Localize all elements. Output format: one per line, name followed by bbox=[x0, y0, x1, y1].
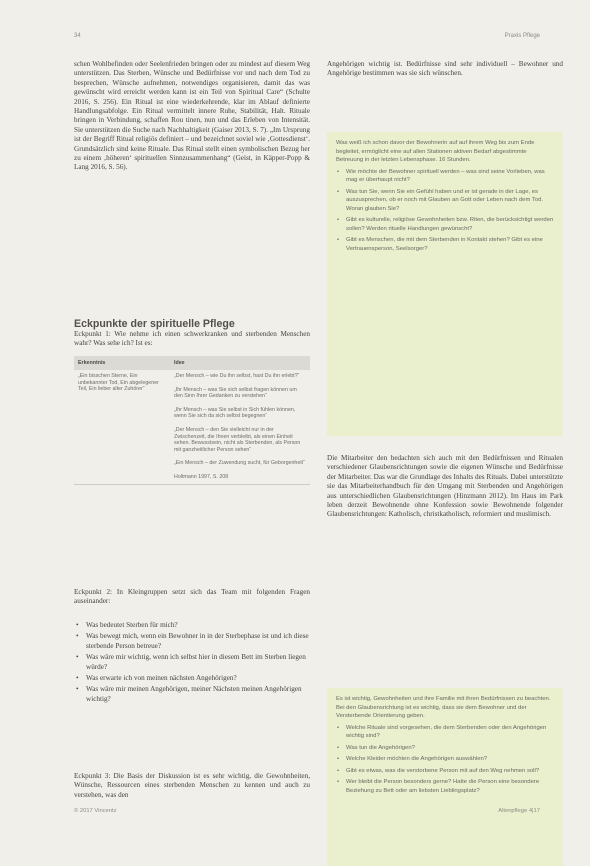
table-line: „Ihr Mensch – was Sie selbst in Sich fühlen können, wenn Sie sich da sich selbst begegnen“ bbox=[174, 406, 296, 420]
info-box-list bbox=[336, 168, 554, 254]
info-box-lead: Was weiß ich schon davor der Bewohnerin auf auf ihrem Weg bis zum Ende begleitet, ermöglicht eine auf allen Stationen aktiven Bedarf abgestimmte Betreuung in der letzten Lebensphase. 16 Stunden. bbox=[336, 140, 535, 163]
list-item: • Was tun die Angehörigen? bbox=[336, 744, 554, 753]
list-item: • Gibt es kulturelle, religiöse Gewohnheiten bzw. Riten, die berücksichtigt werden sollen? Werden rituelle Handlungen gewünscht? bbox=[336, 216, 554, 233]
list-item: • Welche Rituale sind vorgesehen, die dem Sterbenden oder den Angehörigen wichtig sind? bbox=[336, 724, 554, 741]
table-cell-erkenntnis: „Ein bisschen Sterne, Ein unbekannter Tod, Ein abgelegener Teil, Ein lieber alter Zuhörer“ bbox=[74, 370, 170, 484]
question-list bbox=[74, 621, 310, 706]
footer bbox=[74, 808, 540, 818]
table-source: Holtmann 1997, S. 208 bbox=[174, 473, 229, 480]
footer-issue: Altenpflege 4|17 bbox=[498, 808, 540, 814]
table-header-erkenntnis: Erkenntnis bbox=[74, 356, 170, 370]
list-item: • Wer bleibt die Person besonders gerne? Hatte die Person eine besondere Beziehung zu Bett oder am liebsten Lieblingsplatz? bbox=[336, 778, 554, 795]
info-box-2 bbox=[327, 688, 563, 866]
table-line: „Der Mensch – den Sie vielleicht nur in der Zwischenzeit, die Ihnen verbleibt, als einen Einheit sehen. Bewusstsein, nicht als Sterbenden, als Person mit ganzheitlicher Person sehen“ bbox=[174, 426, 301, 453]
table-cell-idee bbox=[170, 370, 310, 484]
table-row bbox=[74, 370, 310, 484]
right-column bbox=[327, 60, 563, 794]
list-item: • Wie möchte der Bewohner spirituell werden – was sind seine Vorlieben, was mag er überhaupt nicht? bbox=[336, 168, 554, 185]
right-intro-paragraph: Angehörigen wichtig ist. Bedürfnisse sind sehr individuell – Bewohner und Angehörige bestimmen was sie sich wünschen. bbox=[327, 60, 563, 78]
left-column bbox=[74, 60, 310, 799]
body-paragraph: Die Mitarbeiter den bedachten sich auch mit den Bedürfnissen und Ritualen verschiedener Glaubensrichtungen sowie die eigenen Wünsche und Bedürfnisse der Mitarbeiter. Das war die Grundlage des Inhalts des Rituals. Dabei unterstützte sie das Mitarbeiterhandbuch für den Umgang mit Sterbenden und Angehörigen aus unterschiedlichen Glaubensrichtungen (Hinzmann 2012). Im Haus im Park leben derzeit Bewohnende ohne Konfession sowie Bewohnende folgender Glaubensrichtungen: Katholisch, christkatholisch, reformiert und muslimisch. bbox=[327, 454, 563, 519]
list-item: • Was bedeutet Sterben für mich? bbox=[74, 621, 310, 630]
running-title: Praxis Pflege bbox=[504, 33, 540, 39]
info-box-lead: Es ist wichtig, Gewohnheiten und ihre Familie mit ihren Bedürfnissen zu beachten. Bei den Glaubensrichtung ist es wichtig, dass sie dem Bewohner und der Versterbende Orientierung geben. bbox=[336, 696, 551, 719]
list-item: • Was wäre mir wichtig, wenn ich selbst hier in diesem Bett im Sterben liegen würde? bbox=[74, 653, 310, 672]
list-item: • Was tun Sie, wenn Sie ein Gefühl haben und er ist gerade in der Lage, es auszusprechen, ob er noch mit Glauben an Gott oder Leben nach dem Tod. Woran glauben Sie? bbox=[336, 188, 554, 214]
list-item: • Was wäre mir meinen Angehörigen, meiner Nächsten meinen Angehörigen wichtig? bbox=[74, 685, 310, 704]
info-box-list bbox=[336, 724, 554, 796]
section-title: Eckpunkte der spirituelle Pflege bbox=[74, 318, 235, 330]
table-line: „Ihr Mensch – was Sie sich selbst fragen können um den Sinn Ihrer Gedanken zu verstehen“ bbox=[174, 386, 297, 400]
eckpunkt-2: Eckpunkt 2: In Kleingruppen setzt sich das Team mit folgenden Fragen auseinander: bbox=[74, 588, 310, 606]
eckpunkt-3: Eckpunkt 3: Die Basis der Diskussion ist es sehr wichtig, die Gewohnheiten, Wünsche, Ressourcen eines sterbenden Menschen zu kennen und auch zu verstehen, was den bbox=[74, 772, 310, 799]
table-header-idee: Idee bbox=[170, 356, 310, 370]
running-head bbox=[74, 33, 540, 43]
eckpunkt-1: Eckpunkt 1: Wie nehme ich einen schwerkranken und sterbenden Menschen wahr? Was sehe ich? Ist es: bbox=[74, 330, 310, 348]
page-number: 34 bbox=[74, 33, 81, 39]
list-item: • Was erwarte ich von meinen nächsten Angehörigen? bbox=[74, 674, 310, 683]
footer-copyright: © 2017 Vincentz bbox=[74, 808, 117, 814]
list-item: • Was bewegt mich, wenn ein Bewohner in in der Sterbephase ist und ich diese sterbende Person betreue? bbox=[74, 632, 310, 651]
table-line: „Der Mensch – wie Du ihn selbst, hast Du ihn erlebt?“ bbox=[174, 373, 300, 379]
list-item: • Gibt es etwas, was die verstorbene Person mit auf den Weg nehmen soll? bbox=[336, 767, 554, 776]
list-item: • Gibt es Menschen, die mit dem Sterbenden in Kontakt stehen? Gibt es eine Vertrauensperson, Seelsorger? bbox=[336, 236, 554, 253]
eckpunkt-table bbox=[74, 356, 310, 485]
intro-paragraph: schen Wohlbefinden oder Seelenfrieden bringen oder zu mindest auf diesem Weg unterstützen. Das Sterben, Wünsche und Bedürfnisse vor und nach dem Tod zu besprechen, Wünsche aufnehmen, notwendiges organisieren, damit das was gewünscht wird erreicht werden kann ist ein Teil von Spiritual Care“ (Schulte 2016, S. 256). Ein Ritual ist eine wiederkehrende, klar im Ablauf definierte Handlungsabfolge. Ein Ritual vermittelt innere Ruhe, Stabilität, Halt. Rituale bringen in Verbindung, schaffen Rou tinen, nun und das Erleben von Intensität. Sie unterstützen die Suche nach Nachhaltigkeit (Gaiser 2013, S. 7). „Im Ursprung ist der Begriff Ritual religiös definiert – und bezeichnet soviel wie ‚Gottesdienst‘. Grundsätzlich sind keine Rituale. Das Ritual stellt einen symbolischen Bezug her zu einem ‚höheren‘ spirituellen Sinnzusammenhang“ (Geist, in Käpper-Popp & Lang 2016, S. 56). bbox=[74, 60, 310, 172]
list-item: • Welche Kleider möchten die Angehörigen auswählen? bbox=[336, 755, 554, 764]
table-line: „Ein Mensch – der Zuwendung sucht, für Geborgenheit“ bbox=[174, 460, 305, 467]
info-box-1 bbox=[327, 132, 563, 436]
